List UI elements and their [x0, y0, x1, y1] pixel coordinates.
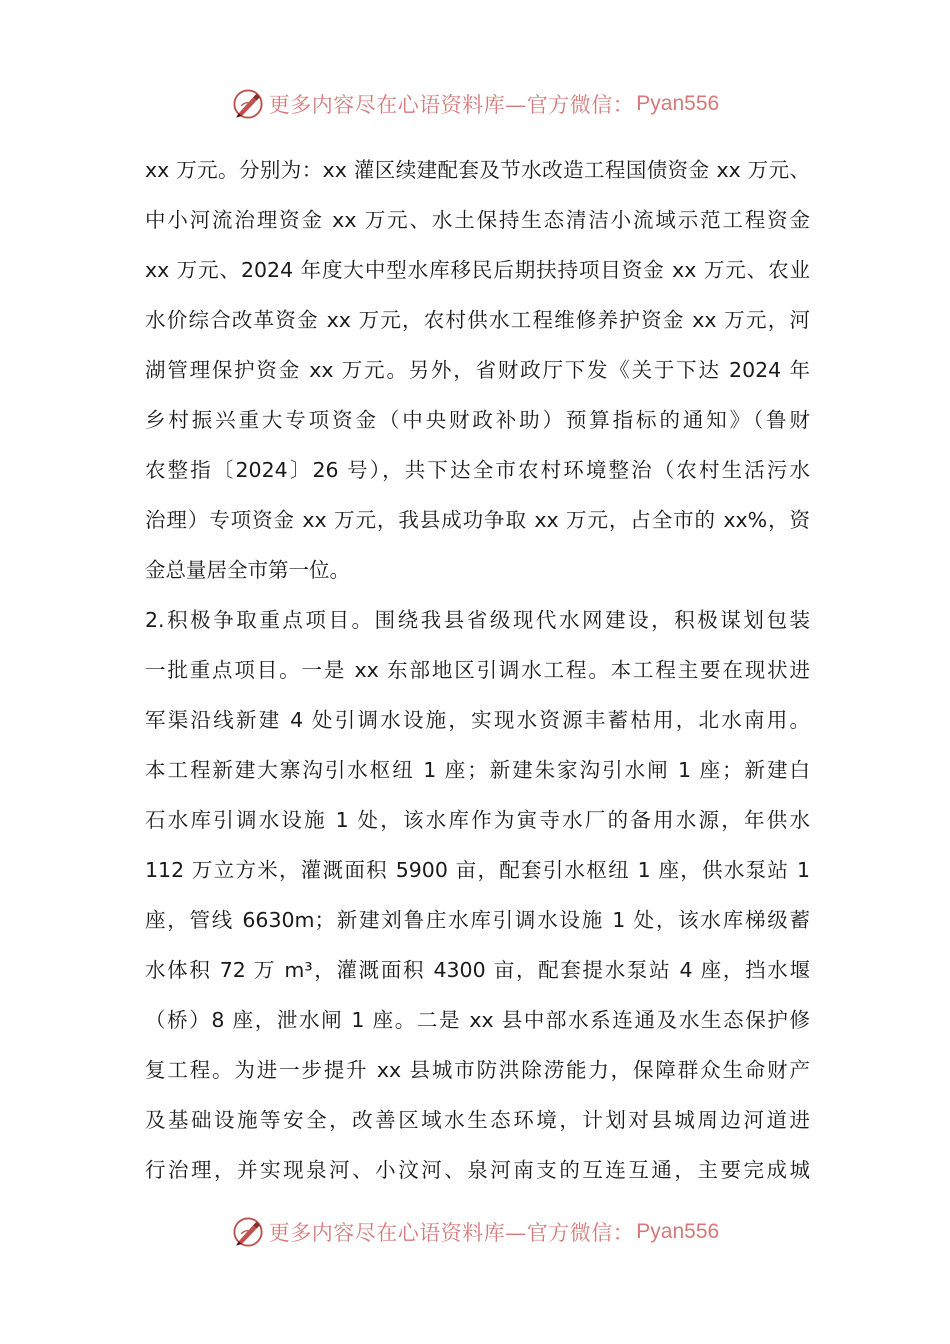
text-line: 及基础设施等安全，改善区域水生态环境，计划对县城周边河道进	[145, 1108, 810, 1132]
text-line: xx 万元、2024 年度大中型水库移民后期扶持项目资金 xx 万元、农业	[145, 258, 810, 282]
text-line: 湖管理保护资金 xx 万元。另外，省财政厅下发《关于下达 2024 年	[145, 358, 810, 382]
text-line: 金总量居全市第一位。	[145, 558, 350, 582]
watermark-text: 更多内容尽在心语资料库—官方微信：	[268, 93, 635, 117]
watermark-footer	[0, 1212, 950, 1252]
watermark-wechat-id: Pyan556	[636, 1220, 720, 1243]
pen-logo-icon	[231, 87, 265, 121]
text-line: xx 万元。分别为：xx 灌区续建配套及节水改造工程国债资金 xx 万元、	[145, 158, 810, 182]
paragraph-1	[145, 145, 810, 595]
text-line: 本工程新建大寨沟引水枢纽 1 座；新建朱家沟引水闸 1 座；新建白	[145, 758, 810, 782]
text-line: 112 万立方米，灌溉面积 5900 亩，配套引水枢纽 1 座，供水泵站 1	[145, 858, 810, 882]
document-body	[145, 145, 810, 1195]
text-line: 座，管线 6630m；新建刘鲁庄水库引调水设施 1 处，该水库梯级蓄	[145, 908, 810, 932]
watermark-text: 更多内容尽在心语资料库—官方微信：	[268, 1221, 635, 1245]
text-line: 行治理，并实现泉河、小汶河、泉河南支的互连互通，主要完成城	[145, 1158, 810, 1182]
text-line: 水价综合改革资金 xx 万元，农村供水工程维修养护资金 xx 万元，河	[145, 308, 810, 332]
watermark-wechat-id: Pyan556	[636, 92, 720, 115]
text-line: 一批重点项目。一是 xx 东部地区引调水工程。本工程主要在现状进	[145, 658, 810, 682]
text-line: 2.积极争取重点项目。围绕我县省级现代水网建设，积极谋划包装	[145, 608, 810, 632]
text-line: 中小河流治理资金 xx 万元、水土保持生态清洁小流域示范工程资金	[145, 208, 810, 232]
text-line: （桥）8 座，泄水闸 1 座。二是 xx 县中部水系连通及水生态保护修	[145, 1008, 810, 1032]
watermark-header	[0, 84, 950, 124]
text-line: 乡村振兴重大专项资金（中央财政补助）预算指标的通知》（鲁财	[145, 408, 810, 432]
text-line: 水体积 72 万 m³，灌溉面积 4300 亩，配套提水泵站 4 座，挡水堰	[145, 958, 810, 982]
text-line: 治理）专项资金 xx 万元，我县成功争取 xx 万元，占全市的 xx%，资	[145, 508, 810, 532]
pen-logo-icon	[231, 1215, 265, 1249]
paragraph-2	[145, 595, 810, 1195]
text-line: 军渠沿线新建 4 处引调水设施，实现水资源丰蓄枯用，北水南用。	[145, 708, 810, 732]
text-line: 农整指〔2024〕26 号），共下达全市农村环境整治（农村生活污水	[145, 458, 810, 482]
text-line: 石水库引调水设施 1 处，该水库作为寅寺水厂的备用水源，年供水	[145, 808, 810, 832]
text-line: 复工程。为进一步提升 xx 县城市防洪除涝能力，保障群众生命财产	[145, 1058, 810, 1082]
